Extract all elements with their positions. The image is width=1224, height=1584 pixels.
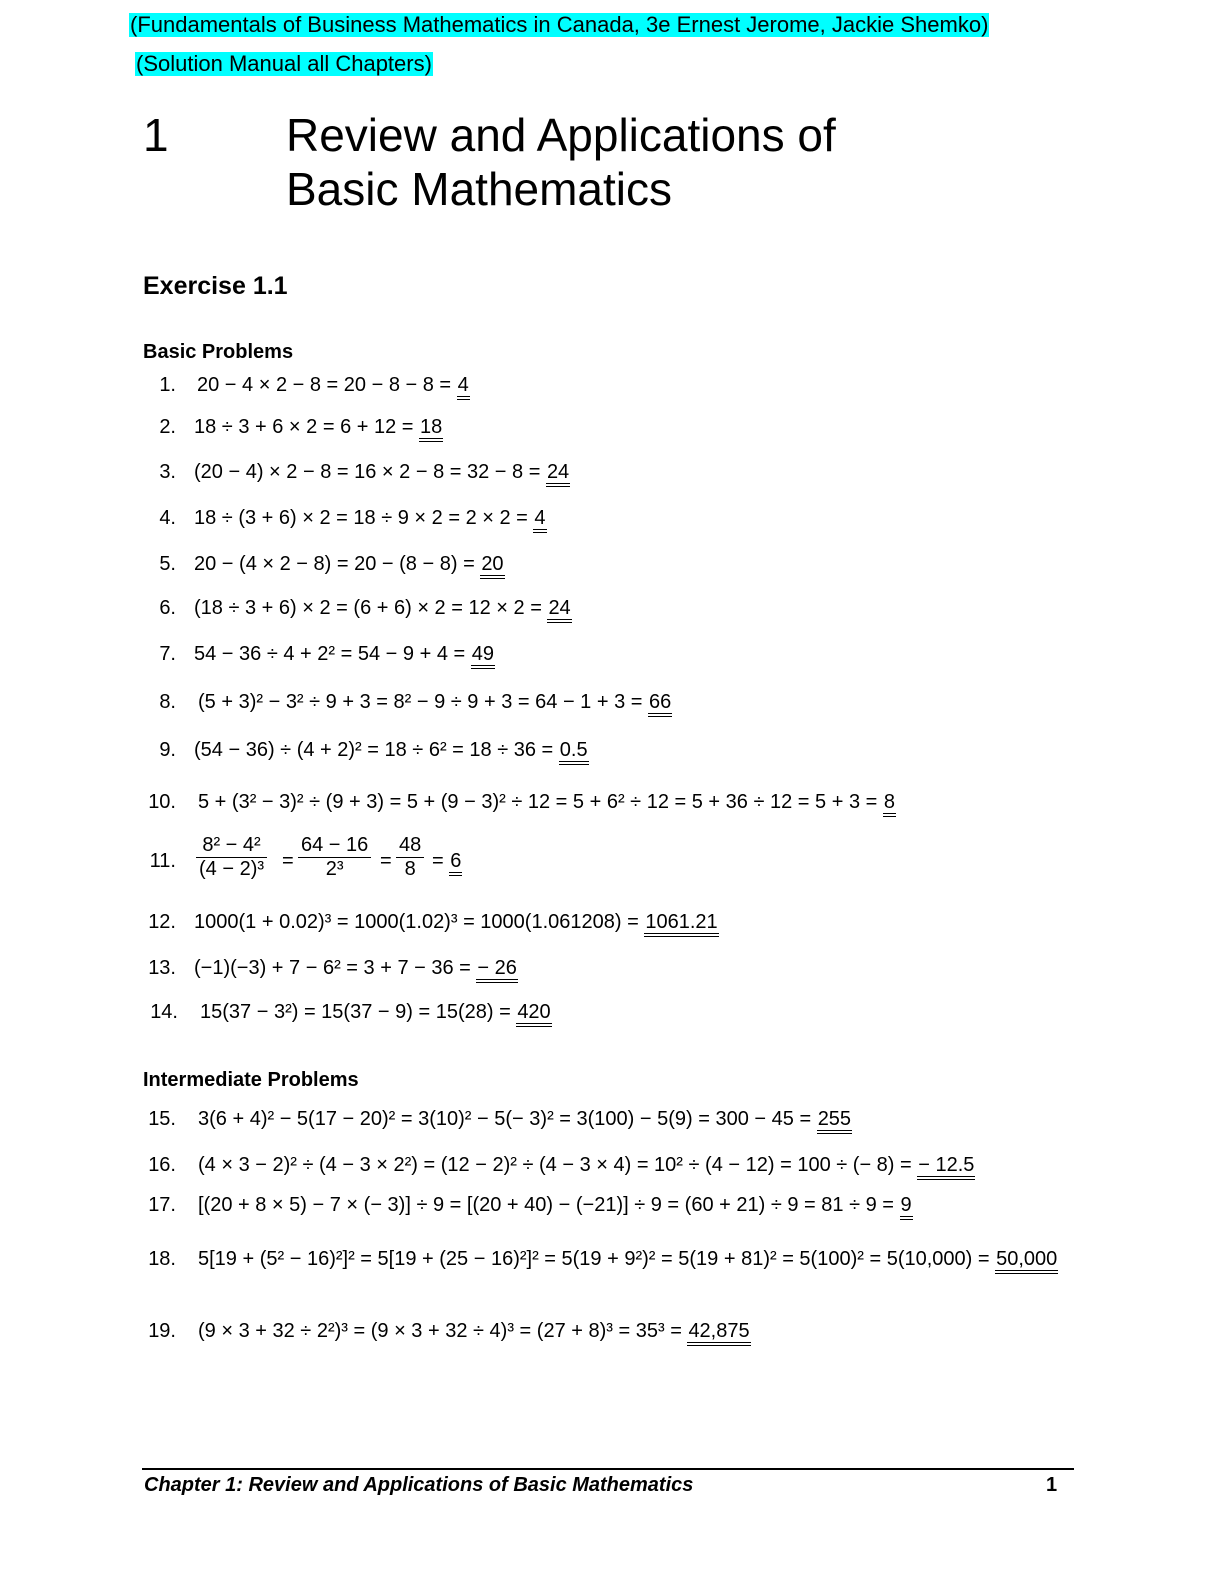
answer: 4 — [533, 507, 546, 533]
problem-number: 4. — [159, 507, 176, 529]
fraction-1 — [196, 834, 267, 881]
problem-expression: (5 + 3)² − 3² ÷ 9 + 3 = 8² − 9 ÷ 9 + 3 = 64 − 1 + 3 = 66 — [198, 690, 672, 714]
answer: 18 — [419, 416, 443, 442]
fraction-numerator: 8² − 4² — [196, 834, 267, 858]
fraction-denominator: (4 − 2)³ — [199, 858, 265, 880]
equals-sign: = — [380, 850, 392, 872]
problem-number: 1. — [159, 374, 176, 396]
problem-expression: 15(37 − 3²) = 15(37 − 9) = 15(28) = 420 — [200, 1000, 552, 1024]
problem-expression: 1000(1 + 0.02)³ = 1000(1.02)³ = 1000(1.061208) = 1061.21 — [194, 910, 719, 934]
problem-number: 13. — [148, 957, 176, 979]
section-intermediate-problems: Intermediate Problems — [143, 1069, 359, 1091]
problem-expression: 5 + (3² − 3)² ÷ (9 + 3) = 5 + (9 − 3)² ÷ 12 = 5 + 6² ÷ 12 = 5 + 36 ÷ 12 = 5 + 3 = 8 — [198, 790, 896, 814]
footer-chapter-title: Chapter 1: Review and Applications of Basic Mathematics — [144, 1474, 694, 1496]
answer: 1061.21 — [644, 911, 718, 937]
problem-number: 6. — [159, 597, 176, 619]
problem-expression: 20 − 4 × 2 − 8 = 20 − 8 − 8 = 4 — [197, 373, 470, 397]
header-book-title: (Fundamentals of Business Mathematics in Canada, 3e Ernest Jerome, Jackie Shemko) — [130, 12, 989, 37]
answer: 0.5 — [559, 739, 589, 765]
answer: 8 — [883, 791, 896, 817]
answer: 49 — [471, 643, 495, 669]
answer: 66 — [648, 691, 672, 717]
problem-expression: (9 × 3 + 32 ÷ 2²)³ = (9 × 3 + 32 ÷ 4)³ = (27 + 8)³ = 35³ = 42,875 — [198, 1319, 751, 1343]
problem-number: 19. — [148, 1320, 176, 1342]
answer: 20 — [480, 553, 504, 579]
problem-number: 12. — [148, 911, 176, 933]
equals-sign: = — [282, 850, 294, 872]
answer: 50,000 — [995, 1248, 1058, 1274]
chapter-title — [286, 108, 836, 216]
problem-number: 7. — [159, 643, 176, 665]
chapter-title-line1: Review and Applications of — [286, 109, 836, 161]
problem-number: 8. — [159, 691, 176, 713]
problem-number: 5. — [159, 553, 176, 575]
problem-expression: 20 − (4 × 2 − 8) = 20 − (8 − 8) = 20 — [194, 552, 505, 576]
problem-number: 9. — [159, 739, 176, 761]
problem-expression: 54 − 36 ÷ 4 + 2² = 54 − 9 + 4 = 49 — [194, 642, 495, 666]
problem-expression: 5[19 + (5² − 16)²]² = 5[19 + (25 − 16)²]² = 5(19 + 9²)² = 5(19 + 81)² = 5(100)² = 5(10,000) = 50,000 — [198, 1247, 1058, 1271]
answer: 9 — [900, 1194, 913, 1220]
exercise-title: Exercise 1.1 — [143, 272, 288, 300]
section-basic-problems: Basic Problems — [143, 341, 294, 363]
answer: 24 — [546, 461, 570, 487]
answer: 6 — [449, 850, 462, 876]
chapter-number: 1 — [143, 109, 169, 161]
problem-number: 15. — [148, 1108, 176, 1130]
problem-number: 11. — [149, 850, 176, 872]
fraction-3 — [396, 834, 424, 881]
answer: 24 — [547, 597, 571, 623]
header-manual-note: (Solution Manual all Chapters) — [136, 51, 432, 76]
fraction-2 — [298, 834, 371, 881]
problem-expression: (−1)(−3) + 7 − 6² = 3 + 7 − 36 = − 26 — [194, 956, 518, 980]
problem-number: 16. — [148, 1154, 176, 1176]
answer: 255 — [817, 1108, 852, 1134]
chapter-title-line2: Basic Mathematics — [286, 163, 673, 215]
problem-expression: (18 ÷ 3 + 6) × 2 = (6 + 6) × 2 = 12 × 2 = 24 — [194, 596, 572, 620]
problem-expression: (4 × 3 − 2)² ÷ (4 − 3 × 2²) = (12 − 2)² ÷ (4 − 3 × 4) = 10² ÷ (4 − 12) = 100 ÷ (− 8) = − 12.5 — [198, 1153, 975, 1177]
problem-number: 14. — [150, 1001, 178, 1023]
fraction-denominator: 8 — [404, 858, 416, 880]
problem-expression: 18 ÷ (3 + 6) × 2 = 18 ÷ 9 × 2 = 2 × 2 = 4 — [194, 506, 547, 530]
page-number: 1 — [1046, 1474, 1058, 1496]
problem-number: 10. — [148, 791, 176, 813]
problem-expression: 18 ÷ 3 + 6 × 2 = 6 + 12 = 18 — [194, 415, 443, 439]
problem-number: 18. — [148, 1248, 176, 1270]
answer: 42,875 — [687, 1320, 750, 1346]
answer: 420 — [516, 1001, 551, 1027]
fraction-denominator: 2³ — [325, 858, 344, 880]
problem-expression: 3(6 + 4)² − 5(17 − 20)² = 3(10)² − 5(− 3)² = 3(100) − 5(9) = 300 − 45 = 255 — [198, 1107, 852, 1131]
fraction-numerator: 64 − 16 — [298, 834, 371, 858]
fraction-numerator: 48 — [396, 834, 424, 858]
problem-expression: (54 − 36) ÷ (4 + 2)² = 18 ÷ 6² = 18 ÷ 36 = 0.5 — [194, 738, 589, 762]
problem-expression: (20 − 4) × 2 − 8 = 16 × 2 − 8 = 32 − 8 = 24 — [194, 460, 570, 484]
answer: − 12.5 — [917, 1154, 975, 1180]
footer-rule — [142, 1468, 1074, 1470]
problem-11-result: = 6 — [432, 849, 462, 873]
problem-number: 3. — [159, 461, 176, 483]
problem-number: 17. — [148, 1194, 176, 1216]
problem-expression: [(20 + 8 × 5) − 7 × (− 3)] ÷ 9 = [(20 + 40) − (−21)] ÷ 9 = (60 + 21) ÷ 9 = 81 ÷ 9 = 9 — [198, 1193, 913, 1217]
problem-number: 2. — [159, 416, 176, 438]
answer: 4 — [457, 374, 470, 400]
answer: − 26 — [476, 957, 517, 983]
